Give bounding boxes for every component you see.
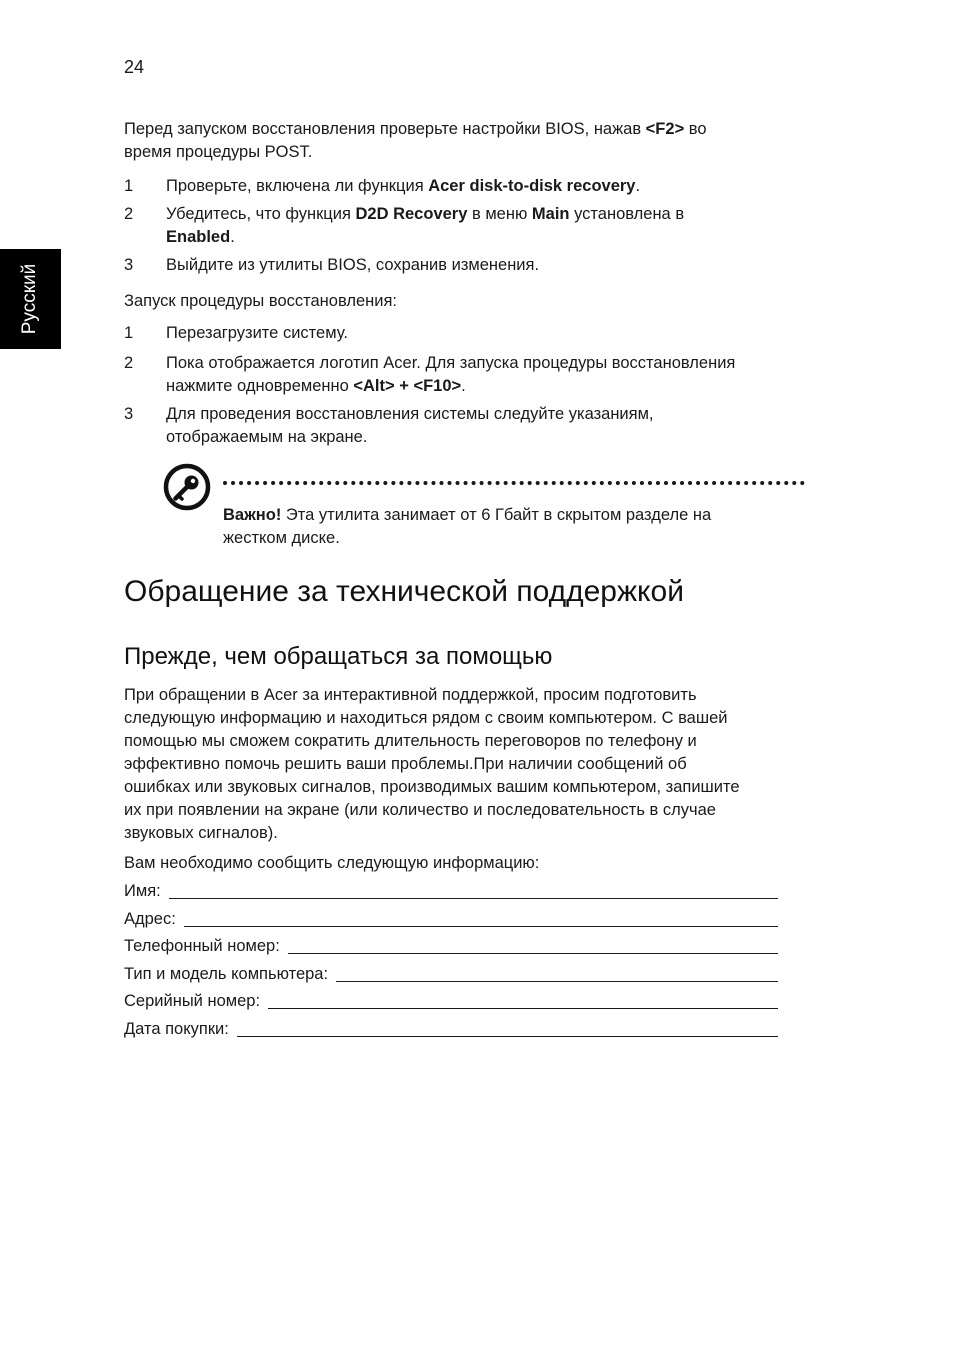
bios-intro-text: Перед запуском восстановления проверьте настройки BIOS, нажав (124, 120, 646, 138)
field-label: Имя: (124, 882, 161, 900)
list-item (166, 203, 814, 249)
list-item: Перезагрузите систему. (166, 324, 348, 342)
field-label: Тип и модель компьютера: (124, 965, 329, 983)
start-recovery-label: Запуск процедуры восстановления: (124, 292, 398, 310)
list-item-text: нажмите одновременно (166, 377, 354, 395)
important-note (223, 504, 793, 550)
paragraph-line: их при появлении на экране (или количество и последовательность в случае (124, 801, 716, 819)
paragraph-line: звуковых сигналов). (124, 824, 278, 842)
purchase-date-field[interactable] (124, 1018, 778, 1041)
list-item (166, 352, 814, 398)
section-title: Обращение за технической поддержкой (124, 575, 684, 608)
list-item-text: отображаемым на экране. (166, 428, 368, 446)
field-line (237, 1036, 778, 1037)
list-item-text: установлена в (569, 205, 685, 223)
list-number: 2 (124, 354, 134, 372)
list-item: Выйдите из утилиты BIOS, сохранив изменения. (166, 256, 540, 274)
list-item (166, 403, 814, 449)
subsection-title: Прежде, чем обращаться за помощью (124, 643, 553, 670)
paragraph-line: ошибках или звуковых сигналов, производимых вашим компьютером, запишите (124, 778, 740, 796)
list-item-bold: D2D Recovery (355, 205, 468, 223)
list-item-text: Для проведения восстановления системы следуйте указаниям, (166, 405, 654, 423)
paragraph-line: следующую информацию и находиться рядом с своим компьютером. С вашей (124, 709, 728, 727)
field-line (336, 981, 778, 982)
page-number: 24 (124, 57, 145, 77)
phone-field[interactable] (124, 935, 778, 958)
list-number: 2 (124, 205, 134, 223)
note-divider (223, 481, 805, 485)
serial-number-field[interactable] (124, 990, 778, 1013)
info-label: Вам необходимо сообщить следующую информацию: (124, 854, 540, 872)
language-label: Русский (19, 263, 40, 335)
list-item-text: Пока отображается логотип Acer. Для запуска процедуры восстановления (166, 354, 736, 372)
paragraph-line: помощью мы сможем сократить длительность переговоров по телефону и (124, 732, 697, 750)
address-field[interactable] (124, 908, 778, 931)
list-item-text: . (461, 377, 466, 395)
field-label: Телефонный номер: (124, 937, 280, 955)
support-paragraph (124, 684, 814, 845)
field-line (268, 1008, 778, 1009)
list-item-text: Убедитесь, что функция (166, 205, 356, 223)
language-side-tab (0, 249, 61, 349)
computer-model-field[interactable] (124, 963, 778, 986)
field-line (184, 926, 778, 927)
bios-intro (124, 118, 814, 164)
list-item-bold: Acer disk-to-disk recovery (428, 177, 636, 195)
bios-intro-tail: во (684, 120, 707, 138)
list-number: 3 (124, 256, 134, 274)
list-item (166, 175, 814, 198)
key-icon (163, 463, 211, 511)
paragraph-line: эффективно помочь решить ваши проблемы.При наличии сообщений об (124, 755, 687, 773)
list-item-text: . (635, 177, 641, 195)
bios-key: <F2> (645, 120, 685, 138)
list-number: 1 (124, 324, 134, 342)
list-item-text: в меню (467, 205, 532, 223)
note-text: Эта утилита занимает от 6 Гбайт в скрытом разделе на (281, 506, 712, 524)
field-label: Серийный номер: (124, 992, 261, 1010)
list-item-text: Проверьте, включена ли функция (166, 177, 429, 195)
field-label: Адрес: (124, 910, 176, 928)
field-line (288, 953, 778, 954)
field-label: Дата покупки: (124, 1020, 229, 1038)
paragraph-line: При обращении в Acer за интерактивной поддержкой, просим подготовить (124, 686, 697, 704)
bios-intro-line2: время процедуры POST. (124, 143, 313, 161)
name-field[interactable] (124, 880, 778, 903)
field-line (169, 898, 778, 899)
list-number: 1 (124, 177, 134, 195)
list-item-bold: <Alt> + <F10> (353, 377, 462, 395)
list-item-bold: Main (531, 205, 570, 223)
note-text: жестком диске. (223, 529, 340, 547)
list-item-bold: Enabled (166, 228, 231, 246)
note-bold-label: Важно! (223, 506, 282, 524)
list-number: 3 (124, 405, 134, 423)
list-item-text: . (230, 228, 235, 246)
